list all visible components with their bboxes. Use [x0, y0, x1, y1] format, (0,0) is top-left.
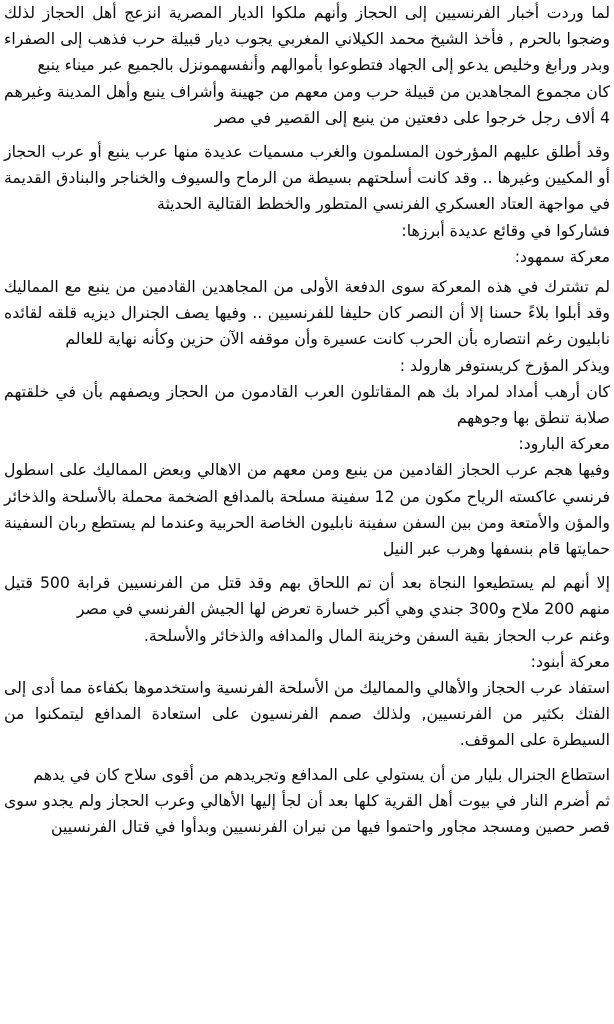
heading-battle-samhoud: معركة سمهود: [514, 246, 610, 266]
paragraph-belliard: استطاع الجنرال بليار من أن يستولي على المدافع وتجريدهم من أقوى سلاح كان في يدهم [33, 764, 610, 784]
battles-intro: فشاركوا في وقائع عديدة أبرزها: [401, 220, 610, 240]
paragraph-samhoud: لم تشترك في هذه المعركة سوى الدفعة الأولى من المجاهدين القادمين من ينبع مع المماليك وقد أبلوا بلاءً حسنا إلا أن النصر كان حليفا للفرنسيين .. وفيها يصف الجنرال ديزيه قلقه لقائده نابليون رغم انتصاره بأن الحرب كانت عسيرة وأن موقفه الآن حزين وكأنه نهاية للعالم [4, 277, 610, 349]
paragraph-abnoud: استفاد عرب الحجاز والأهالي والمماليك من الأسلحة الفرنسية واستخدموها بكفاءة مما أدى إلى الفتك بكثير من الفرنسيين, ولذلك صمم الفرنسيون على استعادة المدافع ليتمكنوا من السيطرة على الموقف. [4, 678, 610, 750]
historian-quote-intro: ويذكر المؤرخ كريستوفر هارولد : [399, 355, 610, 375]
paragraph-mujahideen-count: كان مجموع المجاهدين من قبيلة حرب ومن معهم من جهينة وأشراف ينبع وأهل المدينة وغيرهم 4 ألاف رجل خرجوا على دفعتين من ينبع إلى القصير في مصر [4, 81, 610, 127]
paragraph-french-losses: إلا أنهم لم يستطيعوا النجاة بعد أن تم اللحاق بهم وقد قتل من الفرنسيين قرابة 500 قتيل منهم 200 ملاح و300 جندي وهي أكبر خسارة تعرض لها الجيش الفرنسي في مصر [4, 573, 610, 619]
heading-battle-abnoud: معركة أبنود: [530, 651, 610, 671]
paragraph-fire: ثم أضرم النار في بيوت أهل القرية كلها بعد أن لجأ إليها الأهالي وعرب الحجاز ولم يجدو سوى قصر حصين ومسجد مجاور واحتموا فيها من نيران الفرنسيين وبدأوا في قتال الفرنسيين [4, 790, 610, 837]
paragraph-intro: لما وردت أخبار الفرنسيين إلى الحجاز وأنهم ملكوا الديار المصرية انزعج أهل الحجاز لذلك وضجوا بالحرم , فأخذ الشيخ محمد الكيلاني المغربي يجوب ديار قبيلة حرب فذهب إلى الصفراء وبدر ورابغ وخليص يدعو إلى الجهاد فتطوعوا بأموالهم وأنفسهمونزل بالجميع عبر ميناء ينبع [4, 3, 610, 75]
paragraph-spoils: وغنم عرب الحجاز بقية السفن وخزينة المال والمدافه والذخائر والأسلحة. [143, 625, 610, 645]
heading-battle-baroud: معركة البارود: [518, 434, 610, 454]
paragraph-baroud: وفيها هجم عرب الحجاز القادمين من ينبع ومن معهم من الاهالي وبعض المماليك على اسطول فرنسي عاكسته الرياح مكون من 12 سفينة مسلحة بالمدافع الضخمة محملة بالأسلحة والذخائر والمؤن والأمتعة ومن بين السفن سفينة نابليون الخاصة الحربية وعندما لم يستطع ربان السفينة حمايتها قام بنسفها وهرب عبر النيل [4, 460, 610, 559]
paragraph-historian-quote: كان أرهب أمداد لمراد بك هم المقاتلون العرب القادمون من الحجاز ويصفهم بأن في خلقتهم صلابة تنطق بها وجوههم [4, 381, 610, 428]
paragraph-names-weapons: وقد أطلق عليهم المؤرخون المسلمون والغرب مسميات عديدة منها عرب ينبع أو عرب الحجاز أو المكيين وغيرها .. وقد كانت أسلحتهم بسيطة من الرماح والسيوف والخناجر والبنادق القديمة في مواجهة العتاد العسكري الفرنسي المتطور والخطط القتالية الحديثة [4, 142, 610, 214]
